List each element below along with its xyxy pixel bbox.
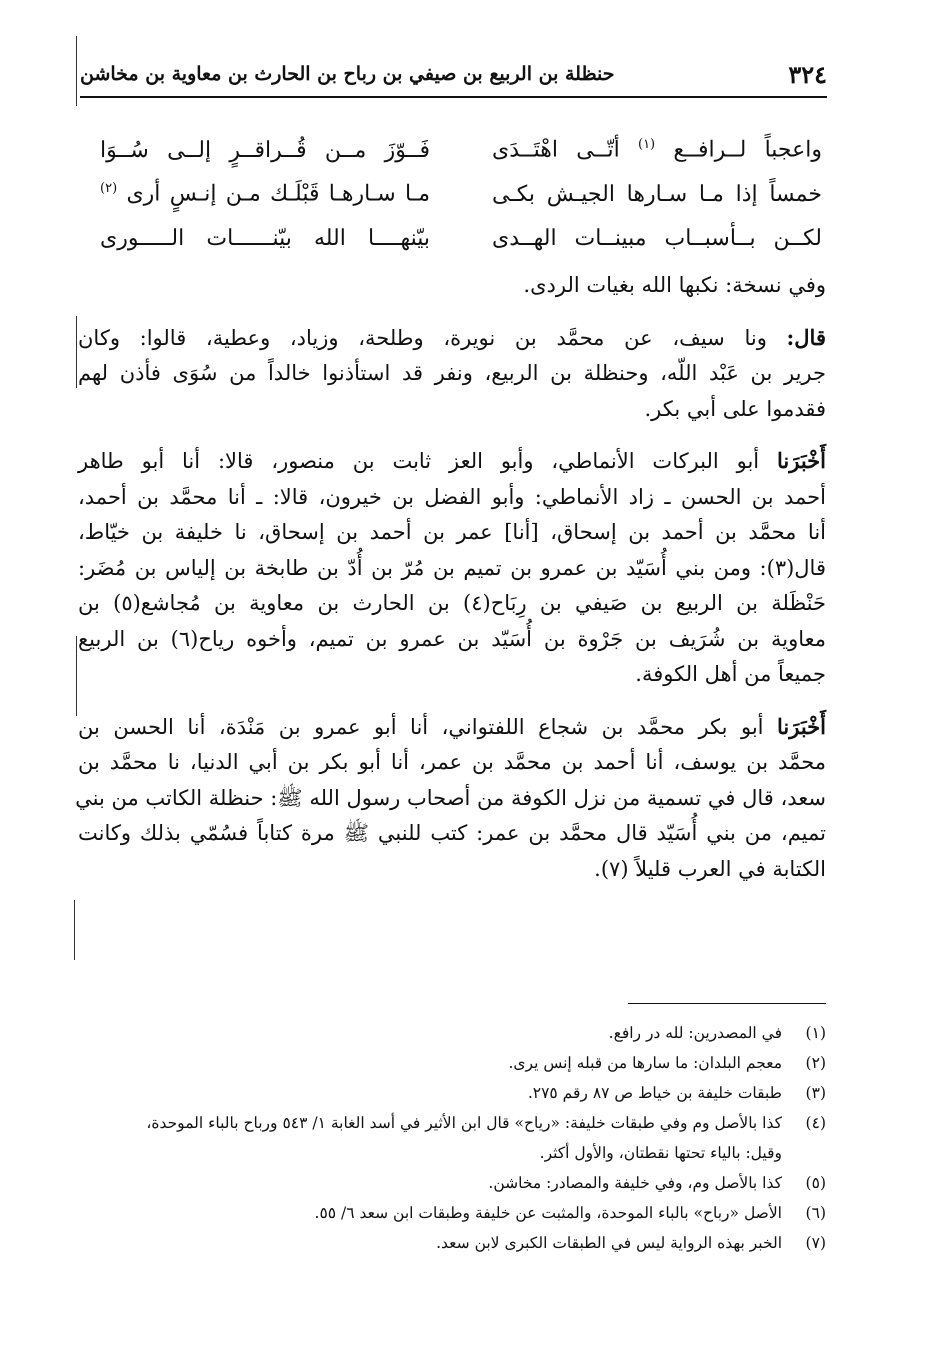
- text-line: محمَّد بن يوسف، أنا أحمد بن محمَّد بن عمر، أنا أبو بكر بن أبي الدنيا، نا محمَّد بن: [78, 750, 826, 774]
- text-line: جميعاً من أهل الكوفة.: [635, 662, 826, 686]
- footnote-text: معجم البلدان: ما سارها من قبله إنس يرى.: [508, 1054, 782, 1072]
- footnote-number: (٣): [805, 1084, 826, 1102]
- footnote-number: (٤): [805, 1114, 826, 1132]
- margin-mark-bottom: [74, 900, 75, 960]
- footnote-number: (٦): [805, 1204, 826, 1222]
- text-line: أحمد بن الحسن ـ زاد الأنماطي: وأبو الفضل بن خيرون، قالا: ـ أنا محمَّد بن أحمد،: [78, 484, 826, 509]
- margin-mark-middle: [76, 316, 77, 388]
- page-header: [80, 52, 827, 98]
- verse-second-hemistich: [100, 181, 430, 206]
- text-line: [78, 443, 826, 480]
- footnote: [80, 1108, 826, 1138]
- text-line: [78, 320, 826, 357]
- verse-second-hemistich: بيّنهــــا الله بيّنــــــات الـــــورى: [100, 225, 430, 251]
- footnote-text: الخبر بهذه الرواية ليس في الطبقات الكبرى لابن سعد.: [436, 1234, 782, 1252]
- footnotes: [80, 1018, 826, 1258]
- footnote-ref: (١): [637, 137, 656, 153]
- page-number: ٣٢٤: [788, 59, 827, 89]
- text-line: الكتابة في العرب قليلاً (٧).: [594, 856, 826, 881]
- verse: [100, 216, 822, 260]
- footnote-text: كذا بالأصل وم، وفي خليفة والمصادر: مخاشن.: [488, 1174, 782, 1192]
- footnote: [80, 1168, 826, 1198]
- text-line: تميم، من بني أُسَيّد قال محمَّد بن عمر: كتب للنبي ﷺ مرة كتاباً فسُمّي بذلك وكانت: [78, 821, 826, 845]
- verse: [100, 128, 822, 172]
- body-text: [75, 268, 827, 903]
- margin-mark-lower: [76, 636, 77, 716]
- hemistich-text-tail: أتّــى اهْتَــدَى: [492, 137, 620, 163]
- footnote: [80, 1198, 826, 1228]
- footnote: [80, 1048, 826, 1078]
- text-line: جرير بن عَبْد اللّه، وحنظلة بن الربيع، ونفر قد استأذنوا خالداً من سُوَى فأذن لهم: [78, 361, 826, 385]
- text-line: معاوية بن شُرَيف بن جَرْوة بن أُسَيّد بن عمرو بن تميم، وأخوه رياح(٦) بن الربيع: [78, 626, 826, 651]
- margin-mark-top: [76, 36, 77, 106]
- footnote-separator: [628, 1003, 826, 1004]
- line-text: أبو بكر محمَّد بن شجاع اللفتواني، أنا أبو عمرو بن مَنْدَة، أنا الحسن بن: [78, 714, 764, 739]
- paragraph: [78, 268, 826, 304]
- footnote-number: (٢): [805, 1054, 826, 1072]
- verse-second-hemistich: فَــوّزَ مــن قُــراقــرٍ إلــى سُــوَا: [100, 137, 430, 163]
- footnote-number: [782, 1138, 826, 1168]
- keyword: قال:: [786, 324, 826, 350]
- paragraph: [78, 443, 826, 693]
- footnote-text: وقيل: بالياء تحتها نقطتان، والأول أكثر.: [539, 1144, 782, 1162]
- verse-first-hemistich: [492, 137, 822, 162]
- footnote-number: (١): [805, 1024, 826, 1042]
- verse-first-hemistich: خمساً إذا مـا سـارها الجيـش بكـى: [492, 181, 822, 207]
- footnote: [80, 1228, 826, 1258]
- text-line: قال(٣): ومن بني أُسَيّد بن عمرو بن تميم بن مُرّ بن أُدّ بن طابخة بن إلياس بن مُضَر:: [78, 555, 826, 580]
- verse-first-hemistich: لكــن بــأسبــاب مبينــات الهــدى: [492, 225, 822, 251]
- line-text: أبو البركات الأنماطي، وأبو العز ثابت بن منصور، قالا: أنا أبو طاهر: [78, 449, 760, 473]
- footnote-text: طبقات خليفة بن خياط ص ٨٧ رقم ٢٧٥.: [527, 1084, 782, 1102]
- keyword: أَخْبَرَنا: [777, 713, 826, 739]
- footnote-number: (٥): [805, 1174, 826, 1192]
- hemistich-text: واعجباً لــرافــع: [673, 137, 822, 163]
- text-line: وفي نسخة: نكبها الله بغيات الردى.: [523, 273, 826, 297]
- footnote-text: الأصل «رباح» بالباء الموحدة، والمثبت عن خليفة وطبقات ابن سعد ٦/ ٥٥.: [314, 1204, 782, 1222]
- footnote-continuation: [80, 1138, 826, 1168]
- verse: [100, 172, 822, 216]
- running-title: حنظلة بن الربيع بن صيفي بن رباح بن الحارث بن معاوية بن مخاشن: [80, 63, 615, 85]
- footnote-number: (٧): [805, 1234, 826, 1252]
- footnote: [80, 1018, 826, 1048]
- footnote-text: في المصدرين: لله در رافع.: [608, 1024, 782, 1042]
- footnote: [80, 1078, 826, 1108]
- hemistich-text: مـا سـارهـا قَبْلَـك مـن إنـسٍ أرى: [126, 181, 430, 207]
- paragraph: [78, 320, 826, 428]
- text-line: حَنْظَلة بن الربيع بن صَيفي بن رِبَاح(٤) بن الحارث بن معاوية بن مُجاشع(٥) بن: [78, 591, 827, 615]
- keyword: أَخْبَرَنا: [777, 448, 826, 473]
- text-line: سعد، قال في تسمية من نزل الكوفة من أصحاب رسول الله ﷺ: حنظلة الكاتب من بني: [75, 785, 826, 810]
- poem: [100, 128, 822, 260]
- text-line: أنا محمَّد بن أحمد بن إسحاق، [أنا] عمر بن أحمد بن إسحاق، نا خليفة بن خيّاط،: [78, 520, 826, 544]
- line-text: ونا سيف، عن محمَّد بن نويرة، وطلحة، وزياد، وعطية، قالوا: وكان: [78, 325, 767, 350]
- footnote-ref: (٢): [100, 181, 118, 197]
- text-line: فقدموا على أبي بكر.: [644, 396, 826, 421]
- footnote-text: كذا بالأصل وم وفي طبقات خليفة: «رياح» قال ابن الأثير في أسد الغابة ١/ ٥٤٣ ورباح بالباء الموحدة،: [146, 1114, 782, 1132]
- paragraph: [75, 709, 826, 888]
- text-line: [78, 709, 826, 746]
